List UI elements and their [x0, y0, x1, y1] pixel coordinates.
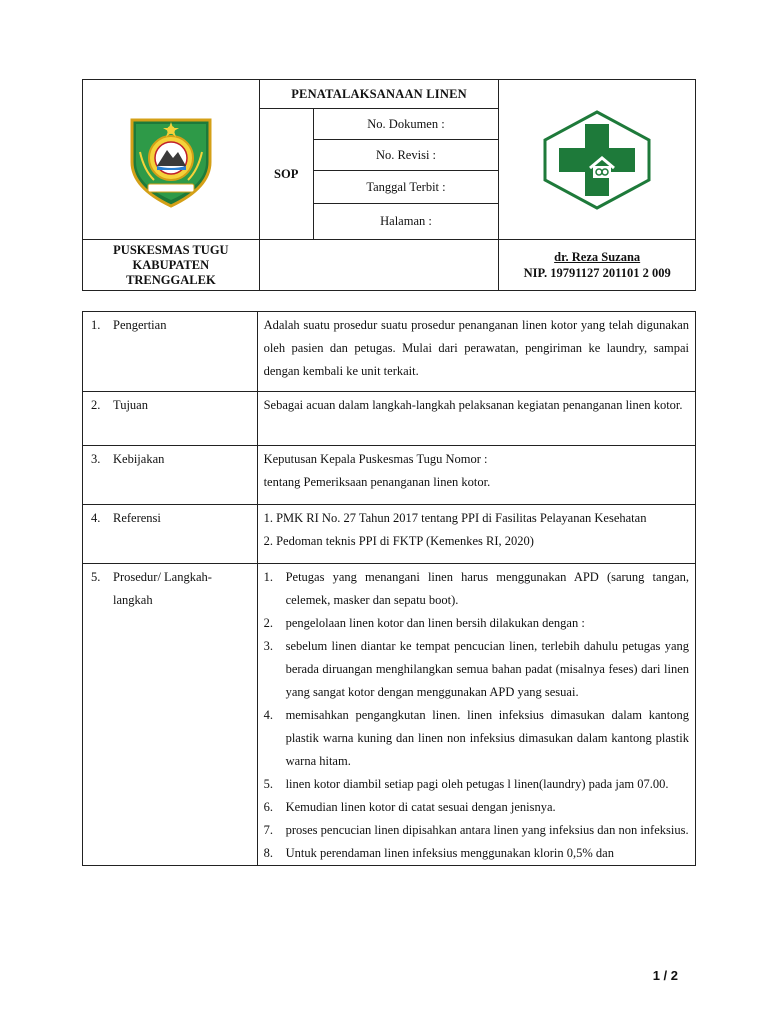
document-title: PENATALAKSANAAN LINEN — [259, 80, 499, 109]
section-text — [257, 505, 695, 564]
section-row-tujuan — [83, 392, 696, 446]
policy-line-1: Keputusan Kepala Puskesmas Tugu Nomor : — [263, 452, 488, 466]
section-label-cell — [83, 564, 258, 866]
step-number: 7. — [263, 823, 273, 837]
step-number: 8. — [263, 846, 273, 860]
page-indicator: 1 / 2 — [652, 968, 678, 983]
section-label-cell — [83, 312, 258, 392]
section-label: Pengertian — [113, 318, 167, 332]
section-row-pengertian — [83, 312, 696, 392]
list-item — [264, 635, 689, 704]
list-item — [264, 796, 689, 819]
list-item — [264, 612, 689, 635]
section-label: Prosedur/ Langkah-langkah — [113, 570, 212, 607]
empty-cell — [259, 240, 499, 291]
field-tanggal-terbit: Tanggal Terbit : — [313, 171, 499, 204]
sop-header-table — [82, 79, 696, 291]
section-row-prosedur — [83, 564, 696, 866]
step-text: Untuk perendaman linen infeksius menggunakan klorin 0,5% dan — [285, 846, 614, 860]
section-text: Adalah suatu prosedur suatu prosedur penanganan linen kotor yang telah digunakan oleh pasien dan petugas. Mulai dari perawatan, pengiriman ke laundry, sampai dengan kembali ke unit terkait. — [257, 312, 695, 392]
field-no-dokumen: No. Dokumen : — [313, 109, 499, 140]
list-item — [264, 819, 689, 842]
field-no-revisi: No. Revisi : — [313, 140, 499, 171]
section-label-cell — [83, 446, 258, 505]
section-number: 4. — [91, 511, 101, 525]
section-label-cell — [83, 392, 258, 446]
step-number: 4. — [263, 708, 273, 722]
policy-line-2: tentang Pemeriksaan penanganan linen kotor. — [263, 475, 491, 489]
sop-content-table — [82, 311, 696, 866]
step-number: 3. — [263, 639, 273, 653]
right-logo-cell — [499, 80, 696, 240]
sop-label: SOP — [259, 109, 313, 240]
field-halaman: Halaman : — [313, 204, 499, 240]
reference-line-2: 2. Pedoman teknis PPI di FKTP (Kemenkes RI, 2020) — [263, 534, 534, 548]
list-item — [264, 566, 689, 612]
step-text: proses pencucian linen dipisahkan antara linen yang infeksius dan non infeksius. — [285, 823, 689, 837]
section-row-referensi — [83, 505, 696, 564]
step-text: Petugas yang menangani linen harus menggunakan APD (sarung tangan, celemek, masker dan sepatu boot). — [285, 570, 689, 607]
list-item — [264, 773, 689, 796]
step-text: Kemudian linen kotor di catat sesuai dengan jenisnya. — [285, 800, 556, 814]
procedure-steps-list — [264, 566, 689, 865]
section-text — [257, 446, 695, 505]
reference-line-1: 1. PMK RI No. 27 Tahun 2017 tentang PPI di Fasilitas Pelayanan Kesehatan — [263, 511, 647, 525]
section-label: Kebijakan — [113, 452, 165, 466]
step-number: 2. — [263, 616, 273, 630]
section-number: 5. — [91, 570, 101, 584]
signatory-nip: NIP. 19791127 201101 2 009 — [523, 266, 671, 280]
section-steps-cell — [257, 564, 695, 866]
step-text: sebelum linen diantar ke tempat pencucian linen, terlebih dahulu petugas yang berada diruangan menghilangkan semua bahan padat (misalnya feses) dari linen yang sangat kotor dengan menggunakan APD yang sesuai. — [285, 639, 689, 699]
step-text: memisahkan pengangkutan linen. linen infeksius dimasukan dalam kantong plastik warna kuning dan linen non infeksius dimasukan dalam kantong plastik warna hitam. — [285, 708, 689, 768]
regency-coat-of-arms-icon — [126, 112, 216, 208]
section-text: Sebagai acuan dalam langkah-langkah pelaksanan kegiatan penanganan linen kotor. — [257, 392, 695, 446]
step-number: 5. — [263, 777, 273, 791]
step-number: 6. — [263, 800, 273, 814]
organization-name: PUSKESMAS TUGU KABUPATEN TRENGGALEK — [83, 240, 260, 291]
section-label: Referensi — [113, 511, 161, 525]
left-logo-cell — [83, 80, 260, 240]
section-label: Tujuan — [113, 398, 148, 412]
section-label-cell — [83, 505, 258, 564]
signatory-name: dr. Reza Suzana — [554, 250, 641, 264]
step-text: pengelolaan linen kotor dan linen bersih dilakukan dengan : — [285, 616, 585, 630]
section-number: 2. — [91, 398, 101, 412]
signatory-block — [499, 240, 696, 291]
step-number: 1. — [263, 570, 273, 584]
step-text: linen kotor diambil setiap pagi oleh petugas l linen(laundry) pada jam 07.00. — [285, 777, 669, 791]
section-row-kebijakan — [83, 446, 696, 505]
list-item — [264, 704, 689, 773]
list-item — [264, 842, 689, 865]
section-number: 1. — [91, 318, 101, 332]
section-number: 3. — [91, 452, 101, 466]
puskesmas-green-cross-icon — [542, 110, 652, 210]
